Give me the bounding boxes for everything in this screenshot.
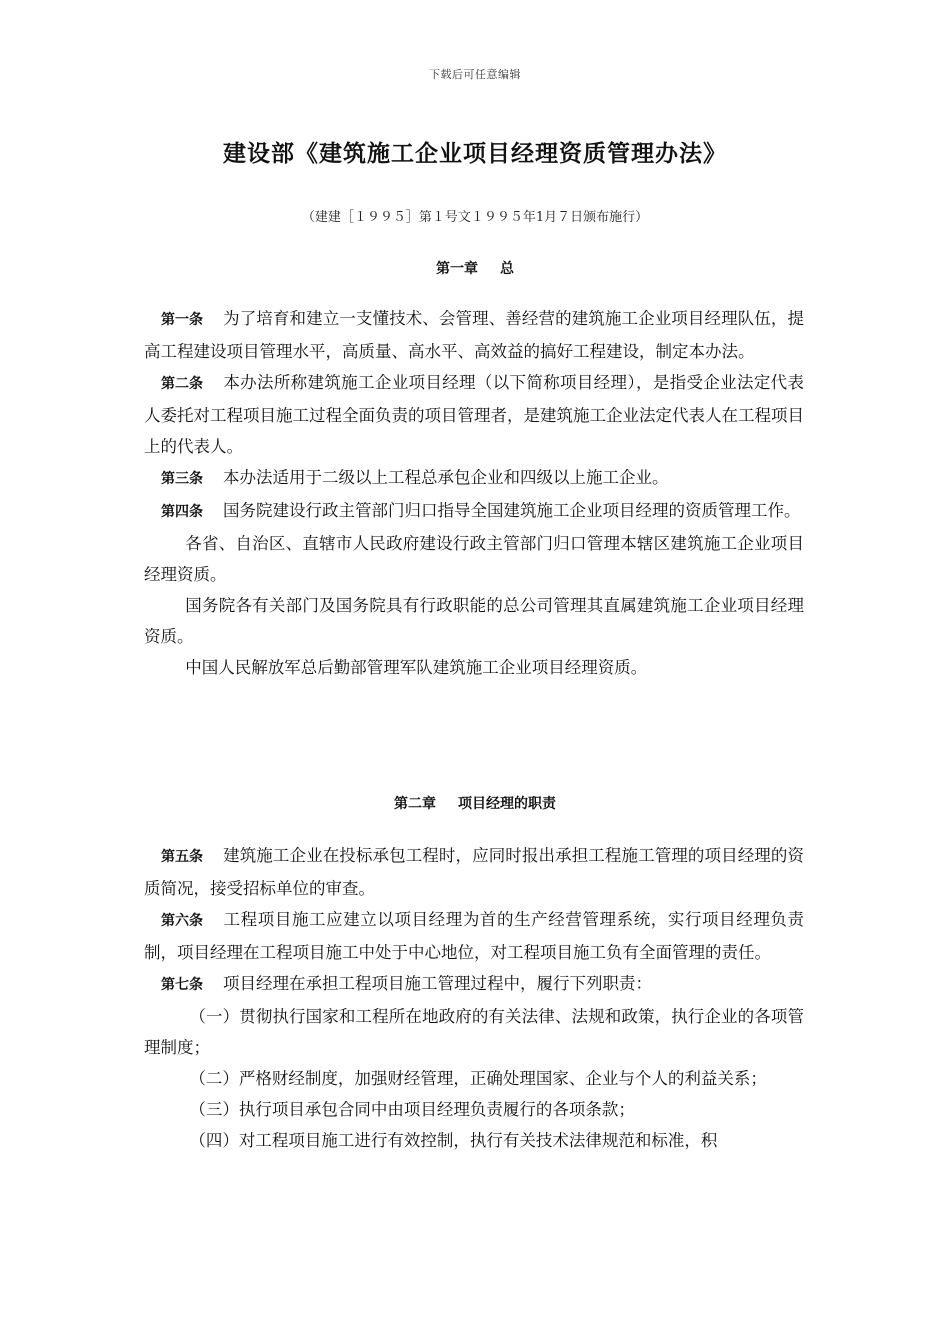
chapter-2-body [144, 840, 804, 1156]
document-subtitle: （建建［１９９５］第１号文１９９５年1月７日颁布施行） [301, 210, 649, 225]
article-text: 工程项目施工应建立以项目经理为首的生产经营管理系统，实行项目经理负责制，项目经理在工程项目施工中处于中心地位，对工程项目施工负有全面管理的责任。 [144, 910, 804, 962]
article-text: 国务院建设行政主管部门归口指导全国建筑施工企业项目经理的资质管理工作。 [223, 501, 801, 520]
chapter-1-number: 第一章 [436, 261, 478, 277]
article-7-item-4: （四）对工程项目施工进行有效控制，执行有关技术法律规范和标准，积 [189, 1131, 718, 1150]
article-7-item-3: （三）执行项目承包合同中由项目经理负责履行的各项条款； [189, 1100, 635, 1119]
chapter-2-number: 第二章 [394, 796, 436, 812]
article-5 [144, 840, 804, 904]
article-text: 为了培育和建立一支懂技术、会管理、善经营的建筑施工企业项目经理队伍，提高工程建设项目管理水平，高质量、高水平、高效益的搞好工程建设，制定本办法。 [144, 309, 804, 361]
article-number: 第三条 [161, 471, 203, 487]
article-number: 第二条 [161, 376, 203, 392]
header-note: 下载后可任意编辑 [429, 68, 521, 81]
chapter-1-title: 总 [500, 261, 514, 277]
article-7-item-1: （一）贯彻执行国家和工程所在地政府的有关法律、法规和政策，执行企业的各项管理制度； [144, 1007, 804, 1057]
article-text: 本办法所称建筑施工企业项目经理（以下简称项目经理），是指受企业法定代表人委托对工程项目施工过程全面负责的项目管理者，是建筑施工企业法定代表人在工程项目上的代表人。 [144, 373, 804, 456]
article-1 [144, 303, 804, 367]
document-title: 建设部《建筑施工企业项目经理资质管理办法》 [223, 140, 727, 167]
article-4-clause-3: 中国人民解放军总后勤部管理军队建筑施工企业项目经理资质。 [185, 658, 648, 677]
article-7 [144, 968, 804, 1001]
article-4 [144, 495, 804, 528]
article-number: 第一条 [161, 312, 203, 328]
article-3 [144, 462, 804, 495]
article-number: 第四条 [161, 504, 203, 520]
article-4-clause-2: 国务院各有关部门及国务院具有行政职能的总公司管理其直属建筑施工企业项目经理资质。 [144, 596, 804, 646]
article-text: 项目经理在承担工程项目施工管理过程中，履行下列职责： [223, 974, 652, 993]
article-number: 第五条 [161, 849, 203, 865]
chapter-2-title: 项目经理的职责 [458, 796, 556, 812]
article-2 [144, 367, 804, 462]
chapter-1-heading [0, 258, 950, 278]
article-text: 本办法适用于二级以上工程总承包企业和四级以上施工企业。 [223, 468, 669, 487]
article-number: 第七条 [161, 977, 203, 993]
article-6 [144, 904, 804, 968]
article-number: 第六条 [161, 913, 203, 929]
article-text: 建筑施工企业在投标承包工程时，应同时报出承担工程施工管理的项目经理的资质简况，接受招标单位的审查。 [144, 846, 804, 898]
article-4-clause-1: 各省、自治区、直辖市人民政府建设行政主管部门归口管理本辖区建筑施工企业项目经理资质。 [144, 534, 804, 584]
chapter-1-body [144, 303, 804, 683]
chapter-2-heading [0, 793, 950, 813]
article-7-item-2: （二）严格财经制度，加强财经管理，正确处理国家、企业与个人的利益关系； [189, 1069, 767, 1088]
